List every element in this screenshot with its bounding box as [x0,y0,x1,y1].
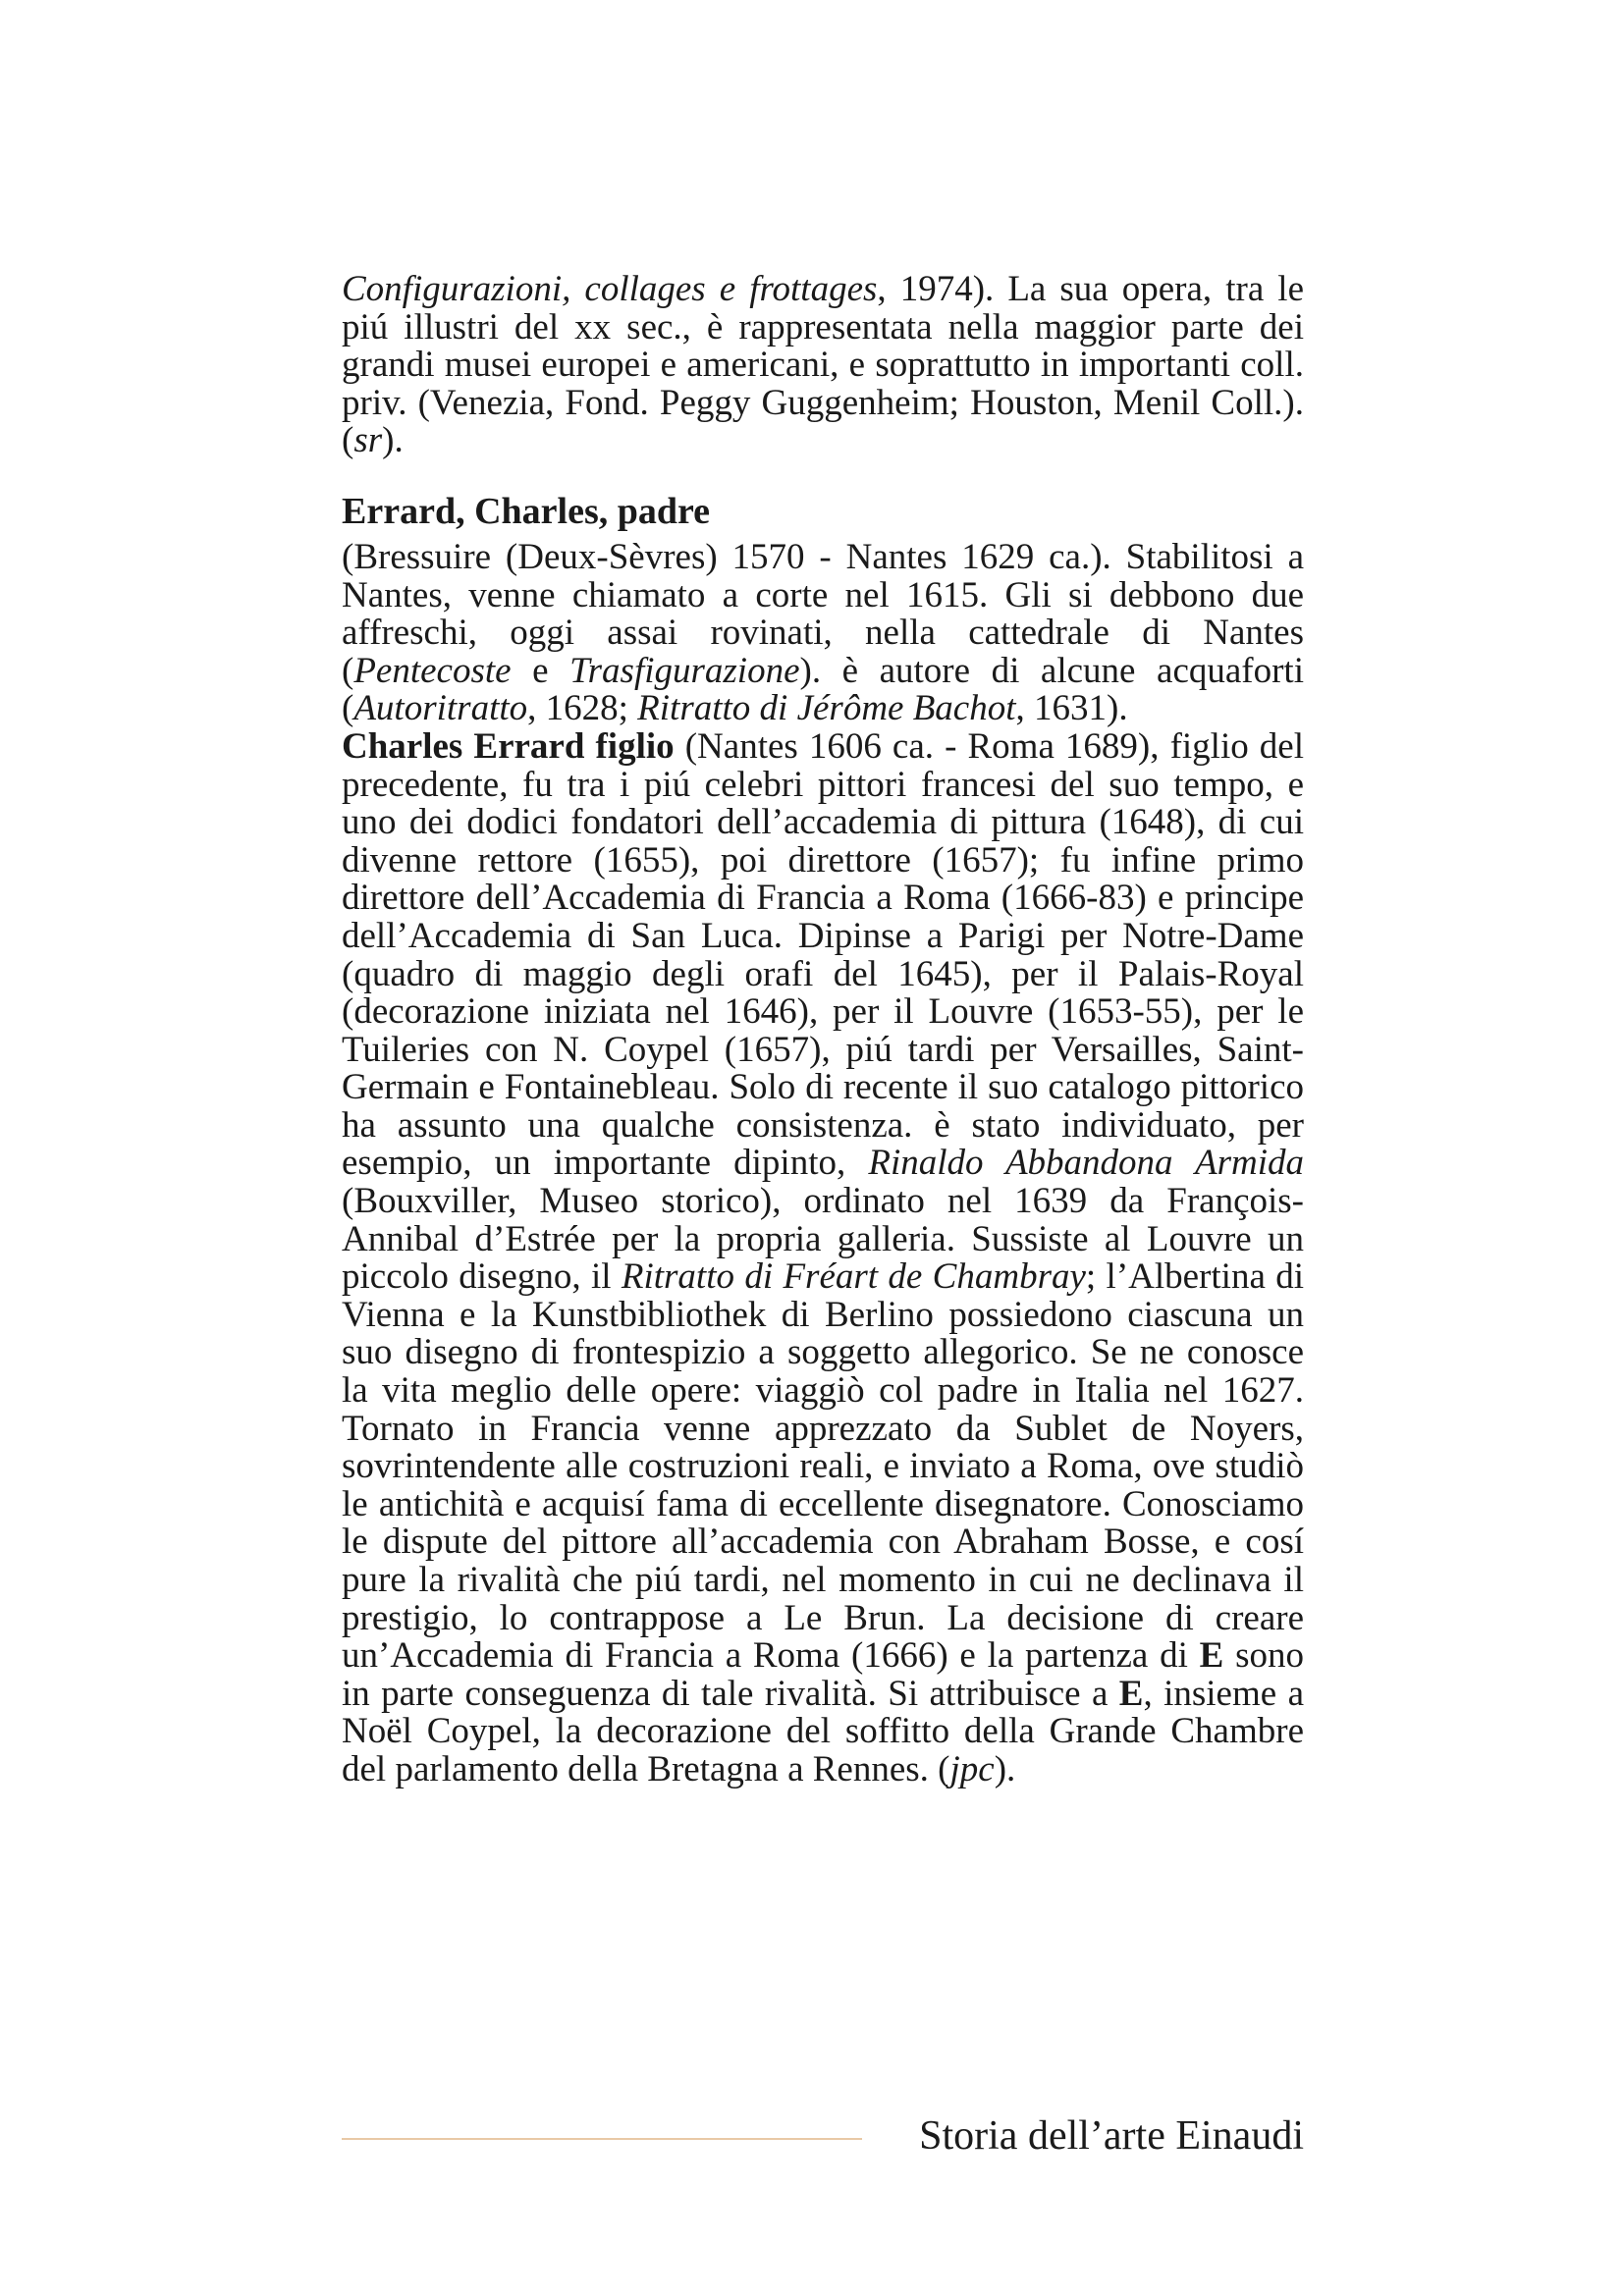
previous-entry-tail [342,271,1304,460]
footer-title: Storia dell’arte Einaudi [919,2113,1304,2159]
work-title: Ritratto di Jérôme Bachot [637,688,1016,729]
body-text: (Nantes 1606 ca. - Roma 1689), figlio del precedente, fu tra i piú celebri pittori francesi del suo tempo, e uno dei dodici fondatori dell’accademia di pittura (1648), di cui divenne rettore (1655), poi direttore (1657); fu infine primo direttore dell’Accademia di Francia a Roma (1666-83) e principe dell’Accademia di San Luca. Dipinse a Parigi per Notre-Dame (quadro di maggio degli orafi del 1645), per il Palais-Royal (decorazione iniziata nel 1646), per il Louvre (1653-55), per le Tuileries con N. Coypel (1657), piú tardi per Versailles, Saint-Germain e Fontainebleau. Solo di recente il suo catalogo pittorico ha assunto una qualche consistenza. è stato individuato, per esempio, un importante dipinto, [342,725,1305,1184]
body-text: sono in parte conseguenza di tale rivalità. Si attribuisce a [342,1635,1304,1714]
body-text: , insieme a Noël Coypel, la decorazione del soffitto della Grande Chambre del parlamento della Bretagna a Rennes. ( [342,1673,1304,1789]
page-footer [342,2109,1304,2167]
body-text: ). [994,1748,1016,1789]
work-title: Autoritratto [353,688,528,729]
body-text: e [511,650,570,691]
body-text: ). è autore di alcune acquaforti ( [342,650,1304,729]
work-title: Trasfigurazione [569,650,800,691]
entry-paragraph-son [342,725,1305,1789]
body-text: (Bressuire (Deux-Sèvres) 1570 - Nantes 1629 ca.). Stabilitosi a Nantes, venne chiamato a corte nel 1615. Gli si debbono due affreschi, oggi assai rovinati, nella cattedrale di Nantes ( [342,536,1304,691]
subentry-lead: Charles Errard figlio [342,725,675,767]
entry-abbreviation: E [1199,1635,1224,1677]
work-title: Ritratto di Fréart de Chambray [621,1256,1086,1298]
author-initials: sr [353,420,383,461]
body-text: , 1974). La sua opera, tra le piú illustri del xx sec., è rappresentata nella maggior parte dei grandi musei europei e americani, e soprattutto in importanti coll. priv. (Venezia, Fond. Peggy Guggenheim; Houston, Menil Coll.). ( [342,269,1304,461]
work-title: Rinaldo Abbandona Armida [868,1143,1304,1184]
work-title: Configurazioni, collages e frottages [342,269,878,309]
entry-abbreviation: E [1118,1673,1144,1714]
work-title: Pentecoste [353,650,512,691]
entry-heading: Errard, Charles, padre [342,490,711,532]
body-text: ; l’Albertina di Vienna e la Kunstbibliothek di Berlino possiedono ciascuna un suo disegno di frontespizio a soggetto allegorico. Se ne conosce la vita meglio delle opere: viaggiò col padre in Italia nel 1627. Tornato in Francia venne apprezzato da Sublet de Noyers, sovrintendente alle costruzioni reali, e inviato a Roma, ove studiò le antichità e acquisí fama di eccellente disegnatore. Conosciamo le dispute del pittore all’accademia con Abraham Bosse, e cosí pure la rivalità che piú tardi, nel momento in cui ne declinava il prestigio, lo contrappose a Le Brun. La decisione di creare un’Accademia di Francia a Roma (1666) e la partenza di [342,1256,1304,1677]
body-text: ). [382,420,404,461]
article-body [342,271,1304,1789]
body-text: (Bouxviller, Museo storico), ordinato nel 1639 da François-Annibal d’Estrée per la propria galleria. Sussiste al Louvre un piccolo disegno, il [342,1181,1304,1298]
footer-rule [342,2138,862,2140]
entry-paragraph-father [342,536,1304,729]
body-text: , 1631). [1015,688,1128,729]
body-text: , 1628; [527,688,638,729]
author-initials: jpc [949,1748,995,1789]
